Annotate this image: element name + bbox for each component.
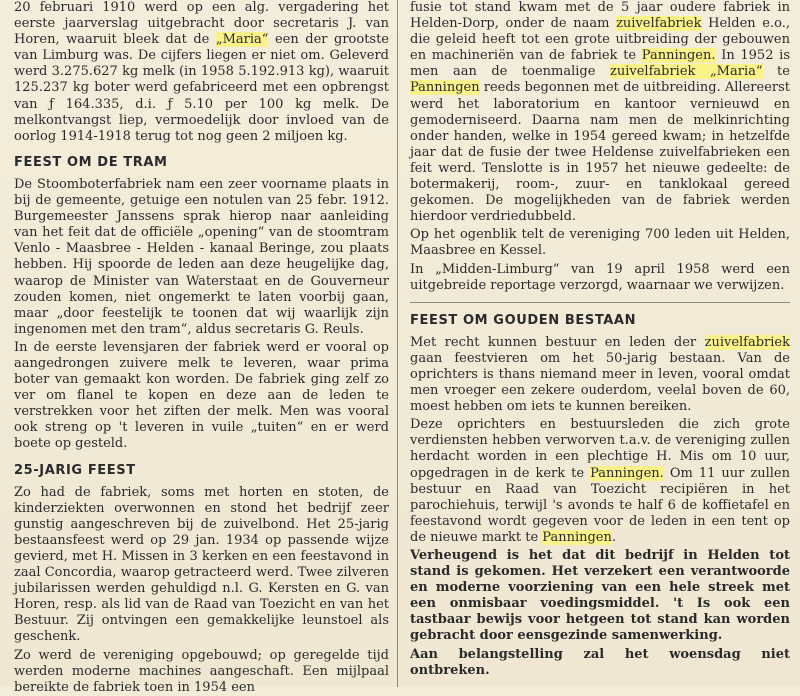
column-divider: [397, 0, 398, 687]
paragraph-annual-report: 20 februari 1910 werd op een alg. vergadering het eerste jaarverslag uitgebracht door secretaris J. van Horen, waaruit bleek dat de „Maria“ een der grootste van Limburg was. De cijfers liegen er niet om. Geleverd werd 3.275.627 kg melk (in 1958 5.192.913 kg), waaruit 125.237 kg boter werd gefabriceerd met een opbrengst van ƒ 164.335, d.i. ƒ 5.10 per 100 kg melk. De melkontvangst liep, vermoedelijk door invloed van de oorlog 1914-1918 terug tot nog geen 2 miljoen kg.: [14, 0, 390, 144]
highlight-panningen: Panningen: [542, 529, 612, 545]
section-separator: [410, 302, 790, 303]
paragraph-50-jarig: Met recht kunnen bestuur en leden der zuivelfabriek gaan feestvieren om het 50-jarig bestaan. Van de oprichters is thans niemand meer in leven, vooral omdat men vroeger een zekere ouderdom, veelal boven de 60, moest hebben om iets te kunnen bereiken.: [410, 334, 790, 415]
paragraph-machines: Zo werd de vereniging opgebouwd; op geregelde tijd werden moderne machines aangeschaft. Een mijlpaal bereikte de fabriek toen in 1954 een: [14, 647, 389, 695]
paragraph-closing-bold: Verheugend is het dat dit bedrijf in Helden tot stand is gekomen. Het verzekert een verantwoorde en moderne voorziening van een hele streek met een onmisbaar voedingsmiddel. 't Is ook een tastbaar bewijs voor hetgeen tot stand kan worden gebracht door eensgezinde samenwerking.: [410, 548, 790, 644]
left-column: [14, 0, 390, 695]
heading-25-jarig-feest: 25-JARIG FEEST: [14, 462, 136, 478]
paragraph-25-jubilee: Zo had de fabriek, soms met horten en stoten, de kinderziekten overwonnen en stond het bedrijf zeer gunstig aangeschreven bij de zuivelbond. Het 25-jarig bestaansfeest werd op 29 jan. 1934 op passende wijze gevierd, met H. Missen in 3 kerken en een feestavond in zaal Concordia, waarop getracteerd werd. Twee zilveren jubilarissen werden gehuldigd n.l. G. Kersten en G. van Horen, resp. als lid van de Raad van Toezicht en van het Bestuur. Zij ontvingen een gemakkelijke leunstoel als geschenk.: [14, 484, 389, 645]
highlight-panningen: Panningen.: [590, 465, 664, 481]
paragraph-fusion: fusie tot stand kwam met de 5 jaar oudere fabriek in Helden-Dorp, onder de naam zuivelfabriek Helden e.o., die geleid heeft tot een grote uitbreiding der gebouwen en machineriën van de fabriek te Panningen. In 1952 is men aan de toenmalige zuivelfabriek „Maria“ te Panningen reeds begonnen met de uitbreiding. Allereerst werd het laboratorium en kantoor vernieuwd en gemoderniseerd. Daarna nam men de melkinrichting onder handen, welke in 1954 gereed kwam; in hetzelfde jaar dat de fusie der twee Heldense zuivelfabrieken een feit werd. Tenslotte is in 1957 het nieuwe gedeelte: de botermakerij, room-, zuur- en tanklokaal gereed gekomen. De mogelijkheden van de fabriek werden hierdoor verdriedubbeld.: [410, 0, 790, 225]
paragraph-festivities: Deze oprichters en bestuursleden die zich grote verdiensten hebben verworven t.a.v. de vereniging zullen herdacht worden in een plechtige H. Mis om 10 uur, opgedragen in de kerk te Panningen. Om 11 uur zullen bestuur en Raad van Toezicht recipiëren in het parochiehuis, terwijl 's avonds te half 6 de koffietafel en feestavond wordt gegeven voor de leden in een tent op de nieuwe markt te Panningen.: [410, 417, 791, 545]
highlight-zuivelfabriek: zuivelfabriek: [704, 334, 790, 350]
heading-feest-om-gouden-bestaan: FEEST OM GOUDEN BESTAAN: [410, 312, 637, 328]
paragraph-midden-limburg: In „Midden-Limburg“ van 19 april 1958 werd een uitgebreide reportage verzorgd, waarnaar we verwijzen.: [410, 261, 790, 293]
paragraph-members: Op het ogenblik telt de vereniging 700 leden uit Helden, Maasbree en Kessel.: [410, 227, 790, 259]
highlight-maria: „Maria“: [215, 32, 269, 48]
highlight-panningen: Panningen: [410, 80, 480, 96]
highlight-zuivelfabriek-maria: zuivelfabriek „Maria“: [610, 64, 763, 80]
paragraph-early-years: In de eerste levensjaren der fabriek werd er vooral op aangedrongen zuivere melk te leveren, waar prima boter van gemaakt kon worden. De fabriek ging zelf zo ver om flanel te kopen en deze aan de leden te verstrekken voor het ziften der melk. Men was vooral ook streng op 't leveren in vuile „tuiten“ en er werd boete op gesteld.: [14, 339, 389, 452]
highlight-zuivelfabriek: zuivelfabriek: [616, 16, 702, 32]
highlight-panningen: Panningen.: [641, 48, 716, 64]
heading-feest-om-de-tram: FEEST OM DE TRAM: [14, 154, 168, 170]
paragraph-belangstelling: Aan belangstelling zal het woensdag niet ontbreken.: [410, 646, 790, 678]
paragraph-tram: De Stoomboterfabriek nam een zeer voorname plaats in bij de gemeente, getuige een notulen van 25 febr. 1912. Burgemeester Janssens sprak hierop naar aanleiding van het feit dat de officiële „opening“ van de stoomtram Venlo - Maasbree - Helden - kanaal Beringe, zou plaats hebben. Hij spoorde de leden aan deze heugelijke dag, waarop de Minister van Waterstaat en de Gouverneur zouden komen, niet ongemerkt te laten voorbij gaan, maar „door feestelijk te toonen dat wij waarlijk zijn ingenomen met den tram“, aldus secretaris G. Reuls.: [14, 176, 389, 337]
right-column: [410, 0, 790, 687]
